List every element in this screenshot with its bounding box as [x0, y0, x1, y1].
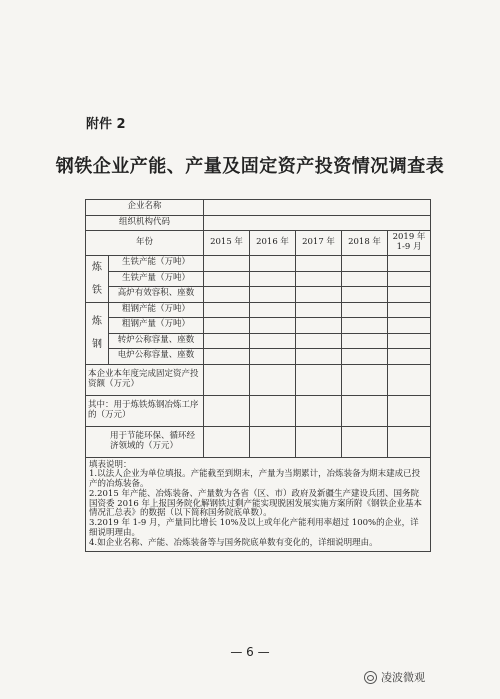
note-item: 1.以法人企业为单位填报。产能截至到期末，产量为当期累计，冶炼装备为期末建成已投产的冶炼装备。 [89, 469, 421, 490]
note-item: 4.如企业名称、产能、冶炼装备等与国务院底单数有变化的，详细说明理由。 [89, 537, 378, 548]
data-cell[interactable] [342, 287, 388, 303]
attachment-label: 附件 2 [86, 117, 126, 132]
data-cell[interactable] [250, 333, 296, 349]
row-label: 转炉公称容量、座数 [109, 333, 204, 349]
data-cell[interactable] [296, 271, 342, 287]
data-cell[interactable] [296, 318, 342, 334]
watermark [364, 669, 425, 685]
data-cell[interactable] [342, 333, 388, 349]
table-row [86, 457, 431, 552]
data-cell[interactable] [388, 349, 431, 365]
company-name-label: 企业名称 [86, 200, 204, 216]
row-label: 生铁产量（万吨） [109, 271, 204, 287]
row-label: 高炉有效容积、座数 [109, 287, 204, 303]
table-row [86, 333, 431, 349]
table-row [86, 271, 431, 287]
year-header: 2019 年 1-9 月 [388, 231, 431, 256]
data-cell[interactable] [296, 349, 342, 365]
data-cell[interactable] [342, 426, 388, 457]
data-cell[interactable] [296, 426, 342, 457]
year-header: 2018 年 [342, 231, 388, 256]
data-cell[interactable] [296, 302, 342, 318]
group-label-steelmaking: 炼 钢 [86, 302, 109, 364]
table-row [86, 215, 431, 231]
data-cell[interactable] [388, 318, 431, 334]
data-cell[interactable] [388, 364, 431, 395]
data-cell[interactable] [342, 318, 388, 334]
data-cell[interactable] [342, 364, 388, 395]
page-title: 钢铁企业产能、产量及固定资产投资情况调查表 [55, 156, 445, 177]
data-cell[interactable] [296, 395, 342, 426]
row-label: 粗钢产量（万吨） [109, 318, 204, 334]
data-cell[interactable] [250, 349, 296, 365]
data-cell[interactable] [388, 395, 431, 426]
notes-title: 填表说明： [89, 459, 132, 470]
page-number: — 6 — [230, 645, 270, 659]
table-row [86, 349, 431, 365]
note-item: 3.2019 年 1-9 月，产量同比增长 10%及以上或年化产能利用率超过 100%的企业，详细说明理由。 [89, 518, 419, 538]
org-code-label: 组织机构代码 [86, 215, 204, 231]
data-cell[interactable] [250, 395, 296, 426]
data-cell[interactable] [204, 349, 250, 365]
company-name-field[interactable] [204, 200, 431, 216]
row-label: 粗钢产能（万吨） [109, 302, 204, 318]
energy-investment-label: 用于节能环保、循环经济领域的（万元） [86, 426, 204, 457]
table-row [86, 395, 431, 426]
data-cell[interactable] [204, 364, 250, 395]
group-label-ironmaking: 炼 铁 [86, 256, 109, 303]
data-cell[interactable] [388, 256, 431, 272]
data-cell[interactable] [296, 364, 342, 395]
data-cell[interactable] [296, 287, 342, 303]
table-row [86, 426, 431, 457]
org-code-field[interactable] [204, 215, 431, 231]
note-item: 2.2015 年产能、冶炼装备、产量数为各省（区、市）政府及新疆生产建设兵团、国务院国资委 2016 年上报国务院化解钢铁过剩产能实现脱困发展实施方案所附《钢铁企业基本情况汇总表》的数据（以下简称国务院底单数）。 [89, 488, 423, 519]
table-row [86, 287, 431, 303]
data-cell[interactable] [342, 256, 388, 272]
wechat-icon [364, 671, 377, 684]
table-row [86, 364, 431, 395]
data-cell[interactable] [250, 271, 296, 287]
data-cell[interactable] [388, 302, 431, 318]
row-label: 电炉公称容量、座数 [109, 349, 204, 365]
data-cell[interactable] [250, 287, 296, 303]
table-row [86, 231, 431, 256]
data-cell[interactable] [250, 318, 296, 334]
data-cell[interactable] [342, 349, 388, 365]
notes-cell [86, 457, 431, 552]
data-cell[interactable] [388, 271, 431, 287]
table-row [86, 318, 431, 334]
data-cell[interactable] [250, 426, 296, 457]
watermark-text: 凌波微观 [381, 671, 425, 684]
data-cell[interactable] [250, 302, 296, 318]
data-cell[interactable] [204, 333, 250, 349]
data-cell[interactable] [250, 364, 296, 395]
data-cell[interactable] [204, 287, 250, 303]
table-row [86, 302, 431, 318]
year-label: 年份 [86, 231, 204, 256]
data-cell[interactable] [204, 426, 250, 457]
data-cell[interactable] [250, 256, 296, 272]
table-row [86, 200, 431, 216]
year-header: 2016 年 [250, 231, 296, 256]
data-cell[interactable] [204, 318, 250, 334]
data-cell[interactable] [388, 333, 431, 349]
data-cell[interactable] [296, 333, 342, 349]
data-cell[interactable] [204, 271, 250, 287]
data-cell[interactable] [204, 302, 250, 318]
row-label: 生铁产能（万吨） [109, 256, 204, 272]
data-cell[interactable] [342, 271, 388, 287]
data-cell[interactable] [388, 426, 431, 457]
data-cell[interactable] [342, 395, 388, 426]
investment-label: 本企业本年度完成固定资产投资额（万元） [86, 364, 204, 395]
data-cell[interactable] [388, 287, 431, 303]
data-cell[interactable] [204, 395, 250, 426]
table-row [86, 256, 431, 272]
data-cell[interactable] [296, 256, 342, 272]
survey-table [85, 199, 431, 552]
year-header: 2015 年 [204, 231, 250, 256]
smelting-investment-label: 其中：用于炼铁炼钢冶炼工序的（万元） [86, 395, 204, 426]
year-header: 2017 年 [296, 231, 342, 256]
data-cell[interactable] [342, 302, 388, 318]
data-cell[interactable] [204, 256, 250, 272]
